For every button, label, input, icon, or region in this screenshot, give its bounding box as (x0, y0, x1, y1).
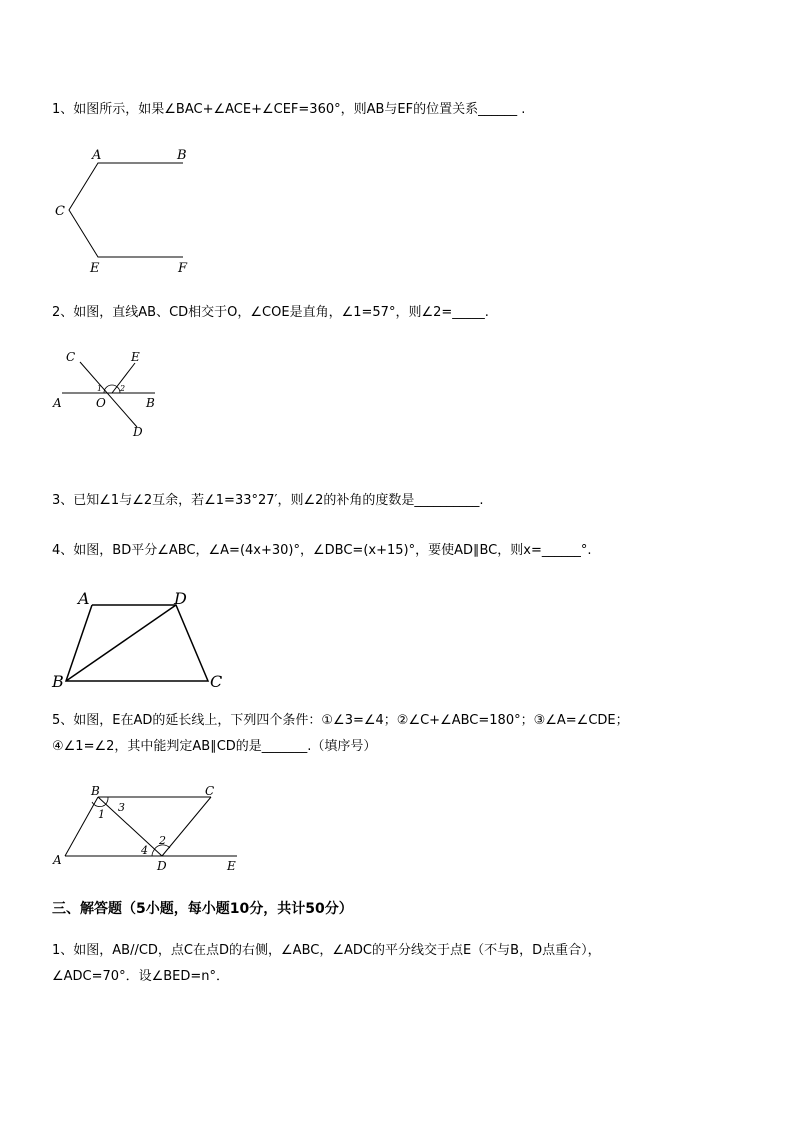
fig1-label-f: F (178, 261, 188, 276)
fig2-label-b: B (146, 396, 155, 410)
answer-1-line-1: 1、如图，AB//CD，点C在点D的右侧，∠ABC，∠ADC的平分线交于点E（不与B，D点重合）， (52, 943, 601, 958)
fig4-label-b: B (52, 672, 64, 691)
fig4-label-d: D (174, 589, 187, 608)
question-5-line-1: 5、如图，E在AD的延长线上，下列四个条件：①∠3=∠4；②∠C+∠ABC=180°；③∠A=∠CDE； (52, 713, 629, 728)
fig4-label-a: A (78, 589, 90, 608)
section-3-title: 三、解答题（5小题，每小题10分，共计50分） (52, 901, 353, 917)
figure-5 (50, 780, 245, 875)
fig2-label-o: O (96, 396, 106, 410)
fig2-label-a: A (53, 396, 62, 410)
fig2-angle-1: 1 (97, 384, 103, 393)
answer-1-line-2: ∠ADC=70°．设∠BED=n°． (52, 969, 229, 984)
question-4-text: 4、如图，BD平分∠ABC，∠A=(4x+30)°，∠DBC=(x+15)°，要使AD∥BC，则x=______°. (52, 543, 592, 558)
fig5-label-d: D (157, 859, 167, 873)
fig5-angle-1: 1 (98, 808, 105, 821)
question-3-text: 3、已知∠1与∠2互余，若∠1=33°27′，则∠2的补角的度数是__________. (52, 493, 484, 508)
fig5-angle-4: 4 (141, 844, 148, 857)
fig2-label-e: E (131, 350, 140, 364)
figure-1 (50, 145, 200, 280)
question-2-text: 2、如图，直线AB、CD相交于O，∠COE是直角，∠1=57°，则∠2=_____. (52, 305, 489, 320)
fig1-label-c: C (55, 204, 65, 219)
fig1-label-a: A (92, 148, 102, 163)
question-5-line-2: ④∠1=∠2，其中能判定AB∥CD的是_______.（填序号） (52, 739, 377, 754)
fig5-label-c: C (205, 784, 215, 798)
fig4-label-c: C (210, 672, 223, 691)
fig5-angle-3: 3 (118, 801, 125, 814)
fig2-angle-2: 2 (120, 384, 126, 393)
fig5-label-a: A (53, 853, 62, 867)
fig1-label-e: E (90, 261, 100, 276)
fig5-label-b: B (91, 784, 100, 798)
figure-2 (50, 345, 170, 440)
question-1-text: 1、如图所示，如果∠BAC+∠ACE+∠CEF=360°，则AB与EF的位置关系______ . (52, 102, 526, 117)
figure-4 (50, 585, 235, 695)
fig2-label-d: D (133, 425, 143, 439)
fig5-angle-2: 2 (159, 834, 166, 847)
fig1-label-b: B (177, 148, 187, 163)
fig2-label-c: C (66, 350, 76, 364)
fig5-label-e: E (227, 859, 236, 873)
